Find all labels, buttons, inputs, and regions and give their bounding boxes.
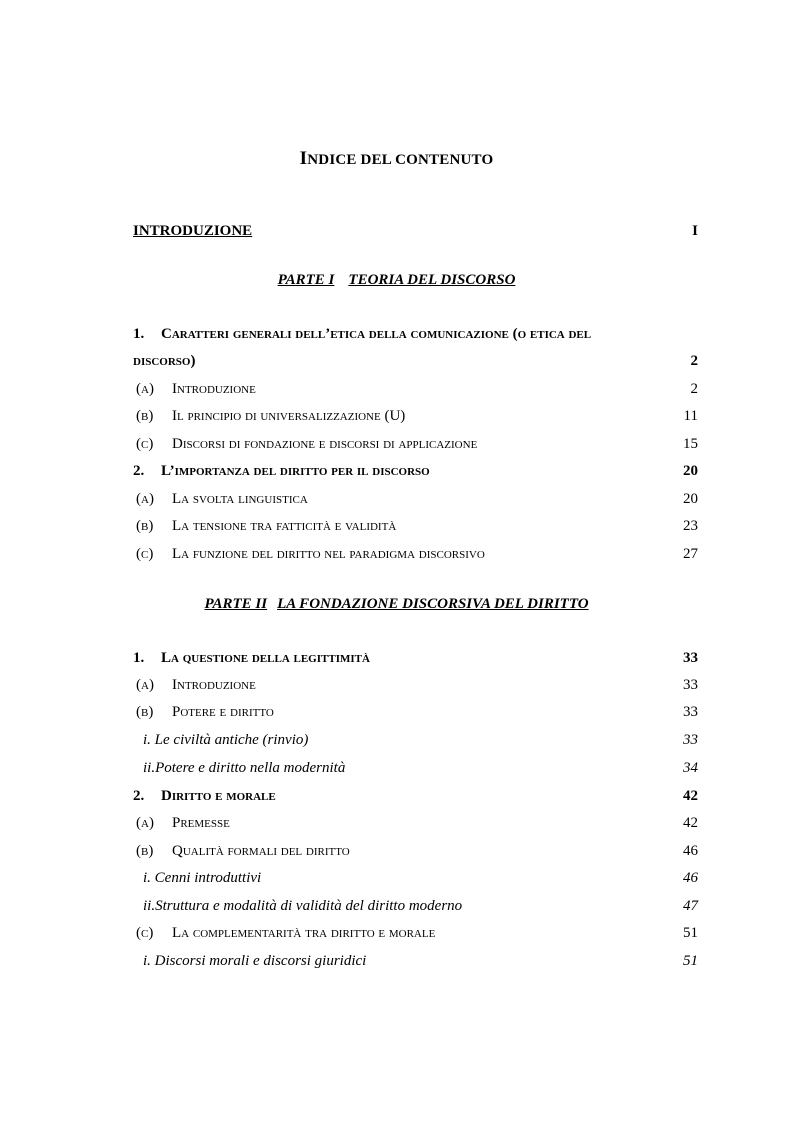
part-1-heading: PARTE I TEORIA DEL DISCORSO (277, 272, 516, 288)
item-letter: (c) (136, 925, 154, 941)
toc-section-p1-1-cont[interactable] (133, 351, 698, 371)
toc-entry-page: 51 (683, 925, 698, 941)
toc-section-p1-1[interactable] (133, 324, 698, 344)
page-title: INDICE DEL CONTENUTO (299, 148, 494, 169)
toc-item-p1-2-c[interactable] (133, 544, 698, 564)
toc-entry-introduzione[interactable] (133, 221, 698, 241)
toc-entry-page: 15 (683, 436, 698, 452)
toc-subitem-p2-2-b-i[interactable] (133, 868, 698, 888)
item-letter: (a) (136, 491, 154, 507)
toc-entry-page: 42 (683, 815, 698, 831)
toc-entry-page: 34 (683, 760, 698, 776)
toc-item-p2-2-a[interactable] (133, 813, 698, 833)
subitem-label: ii.Struttura e modalità di validità del diritto moderno (143, 898, 463, 914)
toc-entry-page: 27 (683, 546, 698, 562)
item-letter: (b) (136, 408, 154, 424)
toc-item-p1-2-a[interactable] (133, 489, 698, 509)
toc-item-p2-2-c[interactable] (133, 923, 698, 943)
section-title: Diritto e morale (161, 788, 276, 804)
toc-section-p2-1[interactable] (133, 648, 698, 668)
toc-entry-page: 33 (683, 677, 698, 693)
item-label: Potere e diritto (172, 704, 274, 720)
toc-item-p1-2-b[interactable] (133, 516, 698, 536)
toc-entry-page: 46 (683, 843, 698, 859)
item-label: Discorsi di fondazione e discorsi di applicazione (172, 436, 478, 452)
toc-entry-page: 51 (683, 953, 698, 969)
toc-item-p2-1-a[interactable] (133, 675, 698, 695)
toc-item-p1-1-c[interactable] (133, 434, 698, 454)
toc-entry-page: 33 (683, 704, 698, 720)
toc-entry-page: 23 (683, 518, 698, 534)
section-number: 2. (133, 463, 145, 479)
item-label: Premesse (172, 815, 230, 831)
subitem-label: i. Le civiltà antiche (rinvio) (143, 732, 309, 748)
item-letter: (a) (136, 381, 154, 397)
toc-entry-page: 2 (690, 353, 698, 369)
item-label: Il principio di universalizzazione (U) (172, 408, 406, 424)
item-label: La funzione del diritto nel paradigma discorsivo (172, 546, 485, 562)
toc-item-p2-1-b[interactable] (133, 702, 698, 722)
item-letter: (c) (136, 546, 154, 562)
toc-subitem-p2-2-b-ii[interactable] (133, 896, 698, 916)
toc-item-p1-1-a[interactable] (133, 379, 698, 399)
toc-section-p1-2[interactable] (133, 461, 698, 481)
item-label: La tensione tra fatticità e validità (172, 518, 397, 534)
toc-entry-page: 20 (683, 463, 698, 479)
toc-item-p2-2-b[interactable] (133, 841, 698, 861)
subitem-label: i. Discorsi morali e discorsi giuridici (143, 953, 367, 969)
item-label: Introduzione (172, 381, 256, 397)
section-title: L’importanza del diritto per il discorso (161, 463, 430, 479)
toc-entry-label: INTRODUZIONE (133, 223, 253, 239)
subitem-label: i. Cenni introduttivi (143, 870, 262, 886)
section-number: 1. (133, 326, 145, 342)
section-number: 2. (133, 788, 145, 804)
toc-section-p2-2[interactable] (133, 786, 698, 806)
toc-entry-page: 2 (690, 381, 698, 397)
toc-subitem-p2-1-b-i[interactable] (133, 730, 698, 750)
part-2-heading: PARTE II LA FONDAZIONE DISCORSIVA DEL DIRITTO (204, 596, 589, 612)
section-number: 1. (133, 650, 145, 666)
item-letter: (b) (136, 518, 154, 534)
section-title-line1: Caratteri generali dell’etica della comunicazione (o etica del (161, 326, 592, 342)
section-title-line2: discorso) (133, 353, 196, 369)
item-letter: (b) (136, 704, 154, 720)
section-title: La questione della legittimità (161, 650, 370, 666)
subitem-label: ii.Potere e diritto nella modernità (143, 760, 346, 776)
toc-entry-page: I (692, 223, 698, 239)
item-label: Qualità formali del diritto (172, 843, 350, 859)
toc-entry-page: 42 (683, 788, 698, 804)
toc-entry-page: 20 (683, 491, 698, 507)
toc-entry-page: 33 (683, 650, 698, 666)
item-letter: (a) (136, 677, 154, 693)
toc-entry-page: 11 (683, 408, 698, 424)
toc-item-p1-1-b[interactable] (133, 406, 698, 426)
item-letter: (b) (136, 843, 154, 859)
item-label: La complementarità tra diritto e morale (172, 925, 436, 941)
toc-entry-page: 47 (683, 898, 698, 914)
item-letter: (c) (136, 436, 154, 452)
item-label: La svolta linguistica (172, 491, 308, 507)
item-label: Introduzione (172, 677, 256, 693)
item-letter: (a) (136, 815, 154, 831)
toc-entry-page: 46 (683, 870, 698, 886)
toc-entry-page: 33 (683, 732, 698, 748)
toc-subitem-p2-1-b-ii[interactable] (133, 758, 698, 778)
toc-subitem-p2-2-c-i[interactable] (133, 951, 698, 971)
